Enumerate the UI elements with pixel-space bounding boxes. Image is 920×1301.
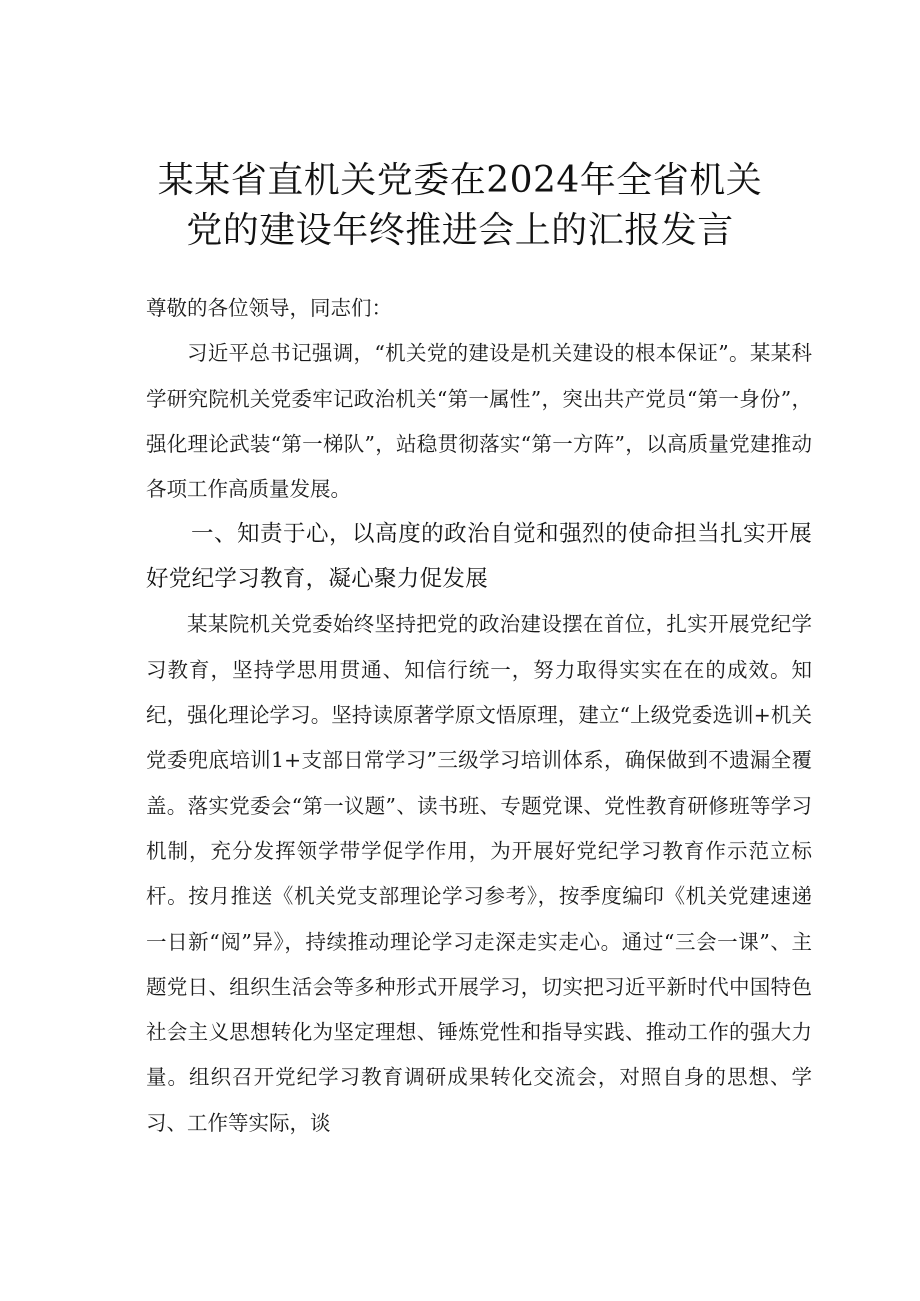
paragraph-intro: 习近平总书记强调，“机关党的建设是机关建设的根本保证”。某某科学研究院机关党委牢记政治机关“第一属性”，突出共产党员“第一身份”，强化理论武装“第一梯队”，站稳贯彻落实“第一方阵”，以高质量党建推动各项工作高质量发展。 bbox=[146, 341, 812, 502]
section-heading-1: 一、知责于心，以高度的政治自觉和强烈的使命担当扎实开展好党纪学习教育，凝心聚力促发展 bbox=[146, 521, 812, 593]
title-line-1: 某某省直机关党委在2024年全省机关 bbox=[157, 160, 763, 201]
title-line-2: 党的建设年终推进会上的汇报发言 bbox=[186, 210, 734, 251]
salutation: 尊敬的各位领导，同志们： bbox=[146, 296, 392, 320]
document-body bbox=[146, 286, 812, 1146]
paragraph-section-1: 某某院机关党委始终坚持把党的政治建设摆在首位，扎实开展党纪学习教育，坚持学思用贯通、知信行统一，努力取得实实在在的成效。知纪，强化理论学习。坚持读原著学原文悟原理，建立“上级党委选训+机关党委兜底培训1+支部日常学习”三级学习培训体系，确保做到不遗漏全覆盖。落实党委会“第一议题”、读书班、专题党课、党性教育研修班等学习机制，充分发挥领学带学促学作用，为开展好党纪学习教育作示范立标杆。按月推送《机关党支部理论学习参考》，按季度编印《机关党建速递一日新“阅”异》，持续推动理论学习走深走实走心。通过“三会一课”、主题党日、组织生活会等多种形式开展学习，切实把习近平新时代中国特色社会主义思想转化为坚定理想、锤炼党性和指导实践、推动工作的强大力量。组织召开党纪学习教育调研成果转化交流会，对照自身的思想、学习、工作等实际，谈 bbox=[146, 612, 812, 1135]
document-title bbox=[120, 156, 800, 256]
